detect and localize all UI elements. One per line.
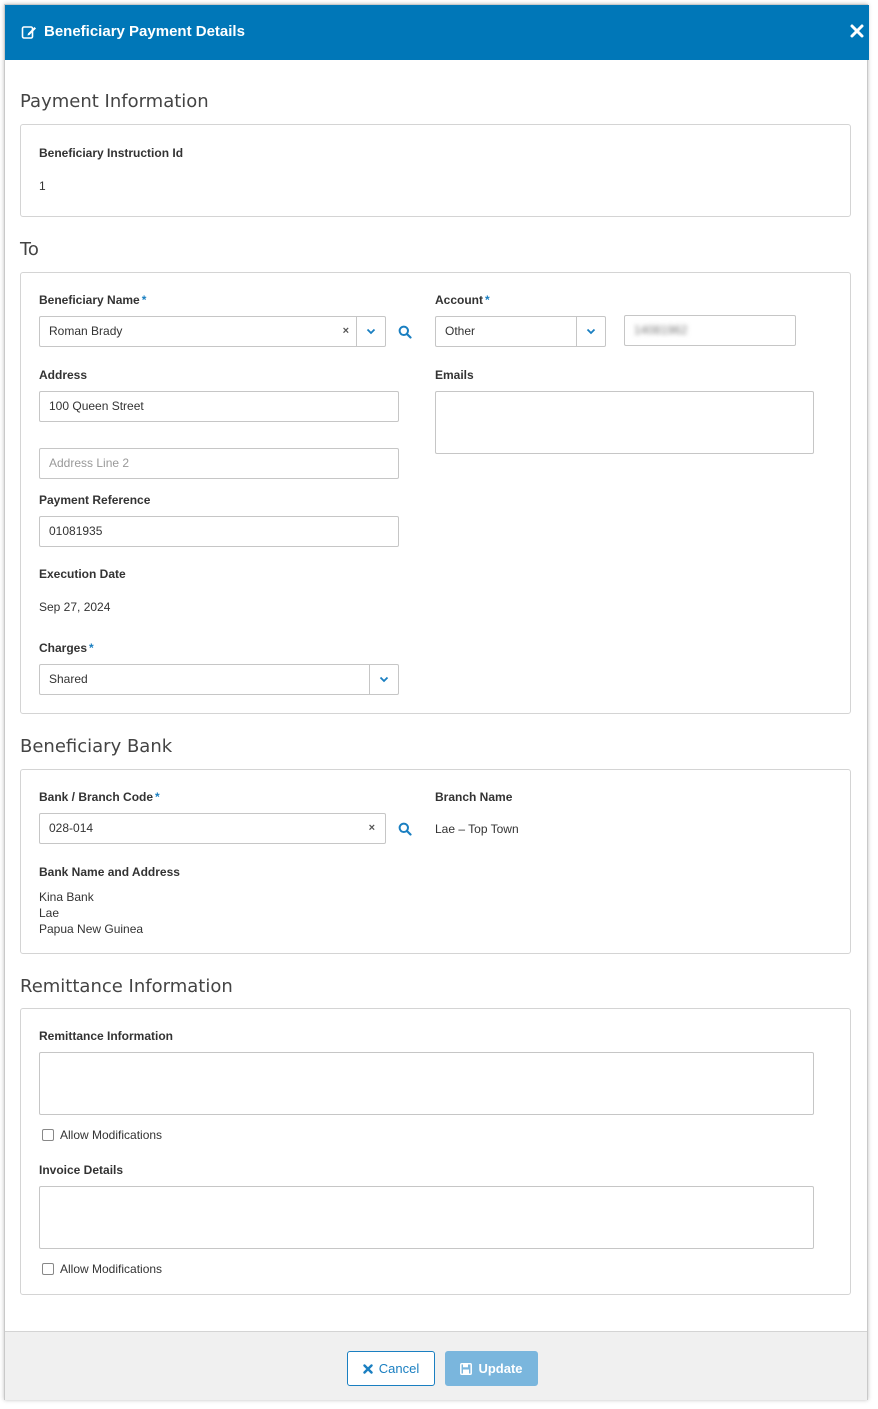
search-icon[interactable]: [398, 822, 412, 836]
address-line2-input[interactable]: Address Line 2: [39, 448, 399, 479]
required-marker: *: [485, 293, 490, 307]
remittance-panel: [20, 1008, 851, 1295]
execution-date-label: Execution Date: [39, 567, 126, 581]
modal-title: [21, 23, 245, 40]
allow-modifications-remittance[interactable]: [42, 1128, 162, 1142]
account-number-field[interactable]: [624, 315, 796, 346]
account-label: [435, 293, 490, 307]
remittance-info-label: Remittance Information: [39, 1029, 174, 1043]
update-button[interactable]: [445, 1351, 538, 1386]
beneficiary-name-select[interactable]: [39, 316, 386, 347]
invoice-details-textarea[interactable]: [39, 1186, 814, 1249]
account-label-text: Account: [435, 293, 483, 307]
clear-icon[interactable]: ×: [342, 325, 349, 337]
invoice-details-label: Invoice Details: [39, 1163, 124, 1177]
payment-reference-label: Payment Reference: [39, 493, 151, 507]
bank-name-line3: Papua New Guinea: [39, 922, 144, 936]
charges-value: Shared: [49, 672, 88, 686]
chevron-down-icon[interactable]: [356, 317, 385, 346]
remittance-info-textarea[interactable]: [39, 1052, 814, 1115]
bank-name-label: Bank Name and Address: [39, 865, 180, 879]
clear-icon[interactable]: ×: [368, 822, 375, 834]
beneficiary-name-value: Roman Brady: [49, 324, 123, 338]
beneficiary-name-label-text: Beneficiary Name: [39, 293, 140, 307]
account-type-value: Other: [445, 324, 476, 338]
branch-code-label-text: Bank / Branch Code: [39, 790, 154, 804]
emails-textarea[interactable]: [435, 391, 814, 454]
address-label: Address: [39, 368, 88, 382]
payment-info-panel: [20, 124, 851, 217]
allow-modifications-label: Allow Modifications: [60, 1262, 163, 1276]
search-icon[interactable]: [398, 325, 412, 339]
branch-code-value: 028-014: [49, 821, 94, 835]
required-marker: *: [141, 293, 147, 307]
charges-label: [39, 641, 94, 655]
chevron-down-icon[interactable]: [369, 665, 398, 694]
bank-name-line2: Lae: [39, 906, 60, 920]
allow-modifications-label: Allow Modifications: [60, 1128, 163, 1142]
charges-label-text: Charges: [39, 641, 88, 655]
emails-label: Emails: [435, 368, 474, 382]
section-title-payment-info: Payment Information: [20, 91, 209, 112]
update-button-label: Update: [478, 1361, 523, 1376]
beneficiary-name-label: [39, 293, 146, 307]
section-title-beneficiary-bank: Beneficiary Bank: [20, 736, 173, 757]
allow-modifications-checkbox[interactable]: [42, 1129, 54, 1141]
account-type-select[interactable]: [435, 316, 606, 347]
edit-icon: [21, 24, 37, 40]
section-title-remittance: Remittance Information: [20, 976, 233, 997]
beneficiary-bank-panel: [20, 769, 851, 954]
modal-header: [5, 5, 869, 60]
modal-title-text: Beneficiary Payment Details: [44, 23, 245, 40]
cancel-button[interactable]: [347, 1351, 435, 1386]
required-marker: *: [155, 790, 160, 804]
bank-name-line1: Kina Bank: [39, 890, 94, 904]
payment-reference-input[interactable]: 01081935: [39, 516, 399, 547]
required-marker: *: [89, 641, 94, 655]
instruction-id-value: 1: [39, 179, 46, 193]
beneficiary-payment-modal: [4, 4, 868, 1400]
cancel-button-label: Cancel: [378, 1361, 420, 1376]
close-icon: [363, 1364, 373, 1374]
branch-name-label: Branch Name: [435, 790, 513, 804]
modal-footer: [5, 1331, 867, 1400]
to-panel: [20, 272, 851, 714]
chevron-down-icon[interactable]: [576, 317, 605, 346]
charges-select[interactable]: [39, 664, 399, 695]
instruction-id-label: Beneficiary Instruction Id: [39, 146, 184, 160]
allow-modifications-checkbox[interactable]: [42, 1263, 54, 1275]
account-number-value: 14081962: [634, 323, 688, 337]
execution-date-value: Sep 27, 2024: [39, 600, 111, 614]
branch-name-value: Lae – Top Town: [435, 822, 519, 836]
section-title-to: To: [20, 239, 39, 260]
branch-code-label: [39, 790, 160, 804]
branch-code-select[interactable]: [39, 813, 386, 844]
save-icon: [460, 1363, 472, 1375]
address-line1-input[interactable]: 100 Queen Street: [39, 391, 399, 422]
allow-modifications-invoice[interactable]: [42, 1262, 162, 1276]
close-icon[interactable]: [849, 22, 865, 40]
